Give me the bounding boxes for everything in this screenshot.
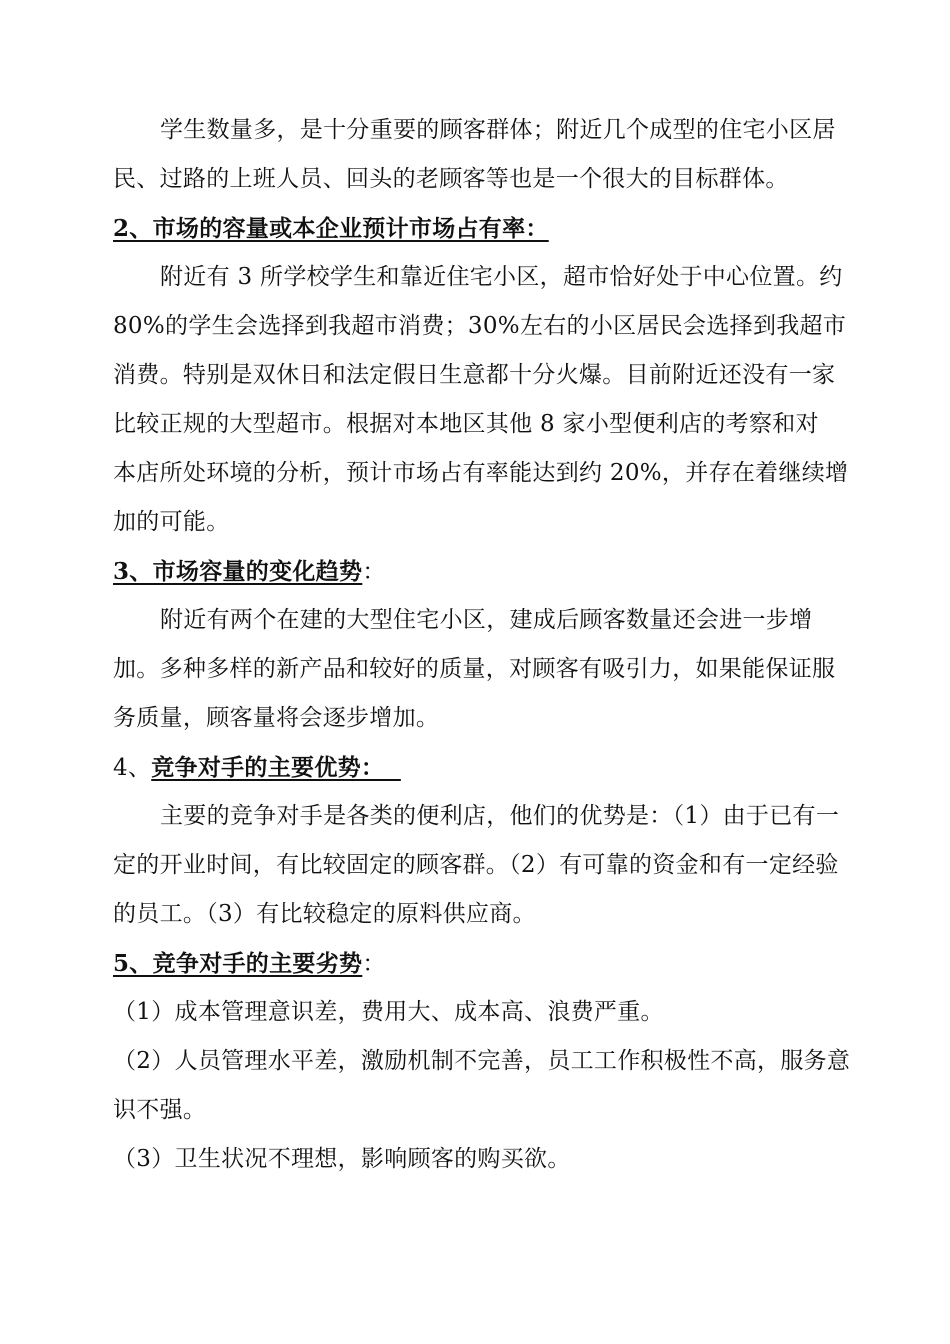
text-line: 务质量，顾客量将会逐步增加。: [113, 705, 440, 731]
text-line: 消费。特别是双休日和法定假日生意都十分火爆。目前附近还没有一家: [113, 362, 836, 388]
heading-text: 3、市场容量的变化趋势: [113, 558, 363, 585]
list-item: （3）卫生状况不理想，影响顾客的购买欲。: [113, 1146, 571, 1172]
paragraph-capacity-trend: [113, 596, 839, 743]
text-line: 加。多种多样的新产品和较好的质量，对顾客有吸引力，如果能保证服: [113, 656, 836, 682]
section-heading-competitor-weaknesses: [113, 939, 839, 988]
text-line: 80%的学生会选择到我超市消费；30%左右的小区居民会选择到我超市: [113, 313, 847, 339]
paragraph-market-capacity: [113, 253, 849, 547]
text-line: 学生数量多，是十分重要的顾客群体；附近几个成型的住宅小区居: [160, 117, 836, 143]
heading-text: 5、竞争对手的主要劣势: [113, 950, 363, 977]
text-line: 定的开业时间，有比较固定的顾客群。（2）有可靠的资金和有一定经验: [113, 852, 839, 878]
text-line: 附近有两个在建的大型住宅小区，建成后顾客数量还会进一步增: [160, 607, 813, 633]
paragraph-competitor-weaknesses: [113, 988, 851, 1184]
text-line: 民、过路的上班人员、回头的老顾客等也是一个很大的目标群体。: [113, 166, 789, 192]
section-heading-capacity-trend: [113, 547, 839, 596]
text-line: 加的可能。: [113, 509, 230, 535]
text-line: 附近有 3 所学校学生和靠近住宅小区，超市恰好处于中心位置。约: [160, 264, 843, 290]
paragraph-competitor-strengths: [113, 792, 839, 939]
heading-trailing: ：: [362, 951, 386, 977]
text-line: 的员工。（3）有比较稳定的原料供应商。: [113, 901, 536, 927]
section-heading-competitor-strengths: [113, 743, 839, 792]
heading-prefix: 4、: [113, 755, 152, 781]
text-line: 主要的竞争对手是各类的便利店，他们的优势是：（1）由于已有一: [160, 803, 840, 829]
heading-text: 2、市场的容量或本企业预计市场占有率：: [113, 215, 549, 242]
list-item: （1）成本管理意识差，费用大、成本高、浪费严重。: [113, 999, 664, 1025]
text-line: 本店所处环境的分析，预计市场占有率能达到约 20%，并存在着继续增: [113, 460, 849, 486]
text-line: 比较正规的大型超市。根据对本地区其他 8 家小型便利店的考察和对: [113, 411, 819, 437]
list-item: （2）人员管理水平差，激励机制不完善，员工工作积极性不高，服务意: [113, 1048, 851, 1074]
document-body: [113, 106, 851, 1184]
paragraph-target-customers: [113, 106, 839, 204]
text-line: 识不强。: [113, 1097, 207, 1123]
heading-text: 竞争对手的主要优势：: [151, 754, 401, 781]
heading-trailing: ：: [362, 559, 386, 585]
section-heading-market-capacity: [113, 204, 839, 253]
